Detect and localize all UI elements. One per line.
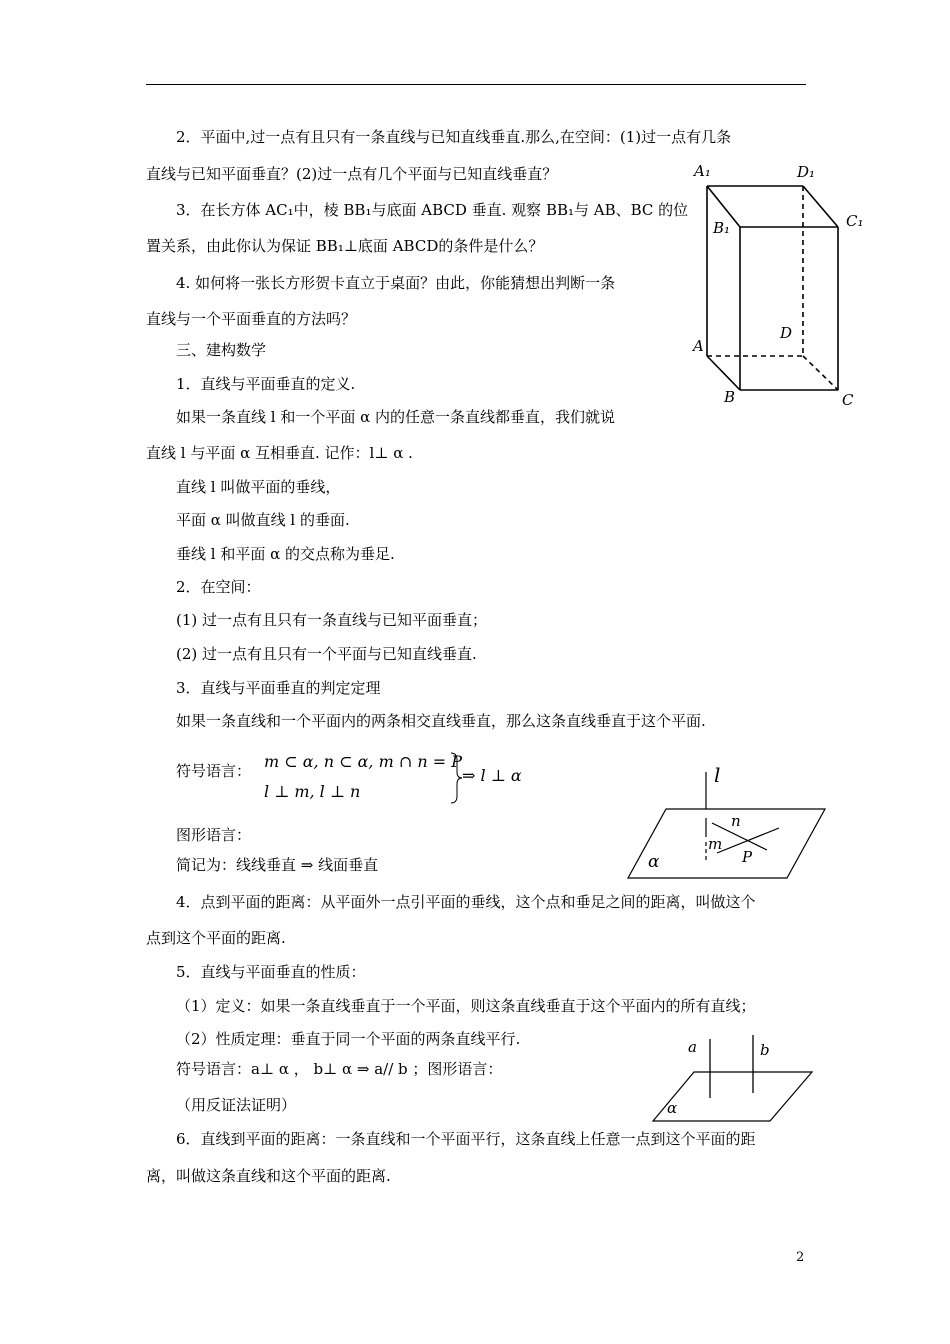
formula-line-2: l ⊥ m, l ⊥ n xyxy=(264,782,361,801)
text-line: （2）性质定理：垂直于同一个平面的两条直线平行. xyxy=(176,1030,521,1048)
text-line: 5．直线与平面垂直的性质： xyxy=(176,963,366,981)
label-A1: A₁ xyxy=(694,162,711,180)
text-line: 如果一条直线和一个平面内的两条相交直线垂直，那么这条直线垂直于这个平面. xyxy=(176,712,706,730)
text-line: 3．直线与平面垂直的判定定理 xyxy=(176,679,381,697)
text-line: 3．在长方体 AC₁中，棱 BB₁与底面 ABCD 垂直. 观察 BB₁与 AB、BC 的位 xyxy=(176,201,689,219)
label-m: m xyxy=(708,835,723,853)
text-line: 4. 如何将一张长方形贺卡直立于桌面？由此，你能猜想出判断一条 xyxy=(176,274,616,292)
text-line: 2．平面中,过一点有且只有一条直线与已知直线垂直.那么,在空间：(1)过一点有几条 xyxy=(176,128,732,146)
text-line: 直线与已知平面垂直？(2)过一点有几个平面与已知直线垂直？ xyxy=(146,165,558,183)
label-B1: B₁ xyxy=(713,219,731,237)
label-D1: D₁ xyxy=(797,163,816,181)
text-line: 直线 l 叫做平面的垂线， xyxy=(176,478,341,496)
text-line: 点到这个平面的距离. xyxy=(146,929,286,947)
text-line: 离，叫做这条直线和这个平面的距离. xyxy=(146,1167,391,1185)
text-line: 平面 α 叫做直线 l 的垂面. xyxy=(176,511,350,529)
text-line: 2．在空间： xyxy=(176,578,261,596)
label-A: A xyxy=(693,337,704,355)
text-line: (2) 过一点有且只有一个平面与已知直线垂直. xyxy=(176,645,477,663)
text-line: 4．点到平面的距离：从平面外一点引平面的垂线，这个点和垂足之间的距离，叫做这个 xyxy=(176,893,756,911)
label-P: P xyxy=(742,848,753,866)
label-b: b xyxy=(760,1041,770,1059)
page-number: 2 xyxy=(796,1250,805,1265)
text-line: 置关系，由此你认为保证 BB₁⊥底面 ABCD的条件是什么？ xyxy=(146,237,544,255)
text-line: 6．直线到平面的距离：一条直线和一个平面平行，这条直线上任意一点到这个平面的距 xyxy=(176,1130,756,1148)
formula-line-1: m ⊂ α, n ⊂ α, m ∩ n = P xyxy=(264,752,462,771)
text-line: 垂线 l 和平面 α 的交点称为垂足. xyxy=(176,545,395,563)
label-l: l xyxy=(714,763,721,787)
label-alpha: α xyxy=(648,852,660,872)
text-line: 如果一条直线 l 和一个平面 α 内的任意一条直线都垂直，我们就说 xyxy=(176,408,616,426)
label-D: D xyxy=(780,324,793,342)
formula-result: ⇒ l ⊥ α xyxy=(462,766,522,785)
text-line: （用反证法证明） xyxy=(176,1096,297,1114)
text-line: 符号语言：a⊥ α ， b⊥ α ⇒ a// b ；图形语言： xyxy=(176,1060,503,1078)
label-C: C xyxy=(842,391,854,409)
text-line: （1）定义：如果一条直线垂直于一个平面，则这条直线垂直于这个平面内的所有直线； xyxy=(176,997,756,1015)
label-alpha: α xyxy=(667,1099,678,1117)
text-line: 符号语言： xyxy=(176,762,252,780)
text-line: (1) 过一点有且只有一条直线与已知平面垂直； xyxy=(176,611,488,629)
label-C1: C₁ xyxy=(846,212,864,230)
section-heading: 三、建构数学 xyxy=(176,341,267,359)
text-line: 简记为：线线垂直 ⇒ 线面垂直 xyxy=(176,856,379,874)
text-line: 直线 l 与平面 α 互相垂直. 记作：l⊥ α . xyxy=(146,444,413,462)
label-a: a xyxy=(688,1038,697,1056)
text-line: 直线与一个平面垂直的方法吗？ xyxy=(146,310,357,328)
label-n: n xyxy=(731,812,741,830)
label-B: B xyxy=(724,388,736,406)
text-line: 1．直线与平面垂直的定义. xyxy=(176,375,356,393)
text-line: 图形语言： xyxy=(176,826,252,844)
